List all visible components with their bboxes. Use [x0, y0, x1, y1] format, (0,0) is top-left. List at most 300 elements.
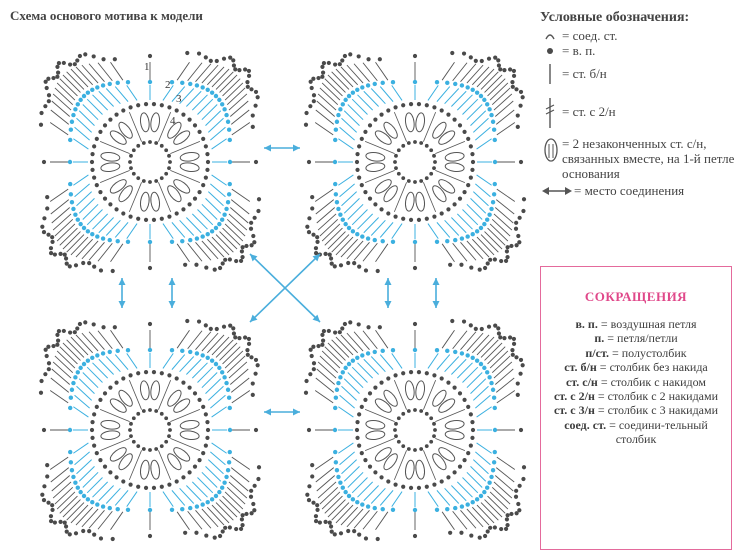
chain-dot-blue — [460, 236, 464, 240]
chain-dot-blue — [343, 222, 347, 226]
chain-dot — [204, 444, 208, 448]
chain-dot — [50, 235, 54, 239]
chain-dot-blue — [206, 232, 210, 236]
chain-dot — [307, 216, 311, 220]
chain-dot — [223, 258, 227, 262]
row-number: 2 — [165, 79, 171, 91]
stitch-mark — [111, 62, 123, 80]
chain-dot-blue — [148, 240, 152, 244]
chain-dot — [256, 363, 260, 367]
chain-dot — [233, 335, 237, 339]
stitch-mark — [376, 512, 388, 530]
stitch-mark-blue — [192, 214, 207, 229]
stitch-mark-blue — [340, 395, 355, 408]
chain-dot-blue — [70, 468, 74, 472]
chain-dot — [43, 372, 47, 376]
chain-dot-blue — [351, 497, 355, 501]
stitch-mark — [170, 141, 200, 153]
chain-dot — [108, 386, 112, 390]
chain-dot — [328, 521, 332, 525]
stitch-mark — [423, 380, 435, 410]
stitch-mark — [435, 141, 465, 153]
stitch-mark — [212, 69, 229, 87]
chain-dot-blue — [335, 388, 339, 392]
chain-dot — [314, 519, 318, 523]
chain-dot — [148, 54, 152, 58]
chain-dot — [348, 320, 352, 324]
stitch-mark-blue — [475, 395, 490, 408]
chain-dot — [240, 255, 244, 259]
stitch-mark — [423, 450, 435, 480]
stitch-mark — [435, 170, 465, 182]
stitch-mark — [51, 110, 69, 124]
chain-dot — [81, 261, 85, 265]
chain-dot — [373, 470, 377, 474]
chain-dot — [247, 69, 251, 73]
chain-dot-blue — [413, 240, 417, 244]
chain-dot-blue — [70, 388, 74, 392]
chain-dot-blue — [71, 475, 75, 479]
cluster-oval — [108, 129, 128, 147]
chain-dot — [522, 465, 526, 469]
chain-dot — [363, 190, 367, 194]
chain-dot-blue — [482, 98, 486, 102]
chain-dot-blue — [200, 85, 204, 89]
stitch-mark — [129, 450, 141, 480]
stitch-mark — [225, 83, 243, 100]
chain-dot — [432, 215, 436, 219]
chain-dot — [218, 534, 222, 538]
stitch-mark-blue — [73, 139, 88, 149]
stitch-mark — [495, 208, 513, 223]
stitch-mark-blue — [197, 477, 212, 492]
stitch-mark — [376, 330, 388, 348]
chain-dot-blue — [228, 406, 232, 410]
chain-dot — [401, 144, 405, 148]
stitch-mark — [318, 214, 336, 230]
stitch-mark — [76, 67, 93, 85]
chain-dot-blue — [482, 490, 486, 494]
stitch-mark-blue — [75, 184, 90, 197]
chain-dot — [315, 240, 319, 244]
chain-dot — [256, 477, 260, 481]
chain-dot — [497, 63, 501, 67]
stitch-mark — [53, 94, 71, 110]
chain-dot — [363, 398, 367, 402]
stitch-mark — [82, 333, 98, 351]
cluster-oval — [404, 460, 415, 480]
chain-dot — [339, 531, 343, 535]
join-arrow-icon — [433, 278, 440, 308]
chain-dot — [90, 436, 94, 440]
stitch-mark — [57, 351, 75, 368]
chain-dot-blue — [453, 506, 457, 510]
chain-dot — [181, 475, 185, 479]
chain-dot — [516, 125, 520, 129]
chain-dot — [62, 61, 66, 65]
chain-dot — [55, 65, 59, 69]
chain-dot — [136, 217, 140, 221]
chain-dot — [360, 451, 364, 455]
chain-dot — [499, 527, 503, 531]
chain-dot — [39, 379, 43, 383]
stitch-mark-blue — [212, 407, 227, 417]
chain-dot — [209, 327, 213, 331]
stitch-mark-blue — [457, 482, 472, 497]
stitch-mark — [111, 330, 123, 348]
stitch-mark — [55, 88, 73, 105]
chain-dot-blue — [222, 212, 226, 216]
chain-dot-blue — [78, 98, 82, 102]
chain-dot — [205, 168, 209, 172]
stitch-mark-blue — [348, 472, 363, 487]
stitch-mark-blue — [163, 492, 173, 507]
stitch-mark — [53, 214, 71, 230]
chain-dot — [320, 65, 324, 69]
chain-dot — [514, 495, 518, 499]
chain-dot — [249, 221, 253, 225]
chain-dot — [167, 105, 171, 109]
chain-dot-blue — [435, 508, 439, 512]
stitch-mark — [50, 123, 68, 135]
chain-dot — [521, 209, 525, 213]
chain-dot-blue — [479, 94, 483, 98]
chain-dot-blue — [336, 475, 340, 479]
chain-dot — [518, 484, 522, 488]
chain-dot — [240, 517, 244, 521]
chain-dot — [160, 103, 164, 107]
chain-dot-blue — [413, 348, 417, 352]
chain-dot-blue — [493, 406, 497, 410]
cluster-oval — [382, 388, 400, 408]
chain-dot-blue — [333, 182, 337, 186]
chain-dot — [245, 348, 249, 352]
chain-dot-blue — [126, 508, 130, 512]
chain-dot — [114, 113, 118, 117]
stitch-mark — [315, 457, 333, 469]
stitch-mark — [453, 63, 467, 81]
cluster-oval — [415, 380, 426, 400]
chain-dot-blue — [82, 226, 86, 230]
chain-dot — [237, 336, 241, 340]
chain-dot — [509, 512, 513, 516]
stitch-mark — [318, 362, 336, 378]
chain-dot — [502, 68, 506, 72]
chain-dot — [136, 103, 140, 107]
chain-dot — [175, 479, 179, 483]
chain-dot — [304, 111, 308, 115]
stitch-mark — [76, 335, 93, 353]
stitch-mark-blue — [115, 490, 128, 505]
chain-dot — [39, 123, 43, 127]
chain-dot-blue — [360, 85, 364, 89]
chain-dot-icon — [540, 43, 562, 58]
chain-dot — [379, 381, 383, 385]
chain-dot — [393, 105, 397, 109]
stitch-mark-blue — [467, 104, 482, 119]
stitch-mark-blue — [202, 372, 217, 387]
join-arrow-icon — [119, 278, 126, 308]
stitch-mark — [232, 391, 250, 403]
chain-dot-blue — [453, 350, 457, 354]
chain-dot — [144, 102, 148, 106]
stitch-mark-blue — [192, 363, 207, 378]
chain-dot — [254, 428, 258, 432]
chain-dot — [250, 511, 254, 515]
chain-dot — [311, 233, 315, 237]
stitch-mark — [472, 507, 489, 525]
stitch-mark-blue — [92, 482, 107, 497]
row-number: 1 — [144, 61, 150, 73]
chain-dot — [152, 370, 156, 374]
stitch-mark — [461, 64, 476, 82]
chain-dot — [310, 86, 314, 90]
chain-dot — [346, 529, 350, 533]
chain-dot-blue — [206, 356, 210, 360]
legend-item-cluster: = 2 незаконченных ст. с/н, связанных вместе, на 1-й петле основания — [540, 136, 740, 181]
chain-dot — [357, 54, 361, 58]
chain-dot-blue — [116, 81, 120, 85]
chain-dot — [187, 202, 191, 206]
stitch-mark — [232, 189, 250, 201]
stitch-mark — [76, 507, 93, 525]
chain-dot-blue — [445, 507, 449, 511]
chain-dot — [346, 261, 350, 265]
chain-dot — [514, 489, 518, 493]
chain-dot — [136, 444, 140, 448]
chain-dot — [425, 485, 429, 489]
chain-dot-blue — [220, 370, 224, 374]
chain-dot-blue — [210, 229, 214, 233]
chain-dot-blue — [445, 349, 449, 353]
chain-dot — [51, 344, 55, 348]
chain-dot-blue — [360, 353, 364, 357]
stitch-mark — [188, 331, 202, 349]
stitch-mark — [394, 380, 406, 410]
stitch-mark — [129, 182, 141, 212]
chain-dot — [45, 474, 49, 478]
chain-dot-blue — [73, 107, 77, 111]
stitch-mark-blue — [75, 127, 90, 140]
stitch-mark-blue — [338, 407, 353, 417]
chain-dot-blue — [493, 428, 497, 432]
stitch-mark — [212, 337, 229, 355]
stitch-mark-blue — [462, 99, 477, 114]
cluster-oval — [415, 192, 426, 212]
chain-dot — [168, 160, 172, 164]
chain-dot-blue — [82, 362, 86, 366]
chain-dot — [90, 428, 94, 432]
chain-dot — [413, 534, 417, 538]
stitch-mark — [111, 244, 123, 262]
chain-dot — [247, 342, 251, 346]
stitch-mark-blue — [192, 482, 207, 497]
chain-dot — [154, 141, 158, 145]
chain-dot — [407, 447, 411, 451]
chain-dot-blue — [226, 388, 230, 392]
chain-dot — [510, 348, 514, 352]
stitch-mark — [341, 507, 358, 525]
stitch-mark — [354, 64, 369, 82]
chain-dot — [47, 93, 51, 97]
chain-dot — [121, 479, 125, 483]
stitch-mark — [225, 224, 243, 241]
legend-item-join: = место соединения — [540, 183, 740, 198]
cluster-oval — [150, 112, 161, 132]
stitch-mark — [231, 378, 249, 392]
chain-dot — [194, 263, 198, 267]
chain-dot — [466, 137, 470, 141]
stitch-mark — [320, 88, 338, 105]
chain-dot-blue — [217, 98, 221, 102]
chain-dot — [241, 245, 245, 249]
chain-dot — [78, 54, 82, 58]
chain-dot-blue — [453, 238, 457, 242]
chain-dot-blue — [69, 460, 73, 464]
stitch-mark-blue — [212, 443, 227, 453]
chain-dot — [181, 207, 185, 211]
stitch-mark — [196, 332, 211, 350]
stitch-mark-blue — [127, 85, 137, 100]
stitch-mark — [322, 351, 340, 368]
chain-dot — [401, 485, 405, 489]
stitch-mark — [229, 214, 247, 230]
chain-dot — [237, 68, 241, 72]
chain-dot — [129, 166, 133, 170]
stitch-mark-blue — [212, 175, 227, 185]
chain-dot-blue — [73, 480, 77, 484]
stitch-mark — [494, 214, 512, 230]
stitch-mark-blue — [437, 490, 450, 505]
chain-dot — [221, 529, 225, 533]
stitch-mark — [365, 438, 395, 450]
stitch-mark-blue — [357, 363, 372, 378]
stitch-mark-blue — [127, 353, 137, 368]
chain-dot-blue — [492, 192, 496, 196]
chain-dot-blue — [482, 222, 486, 226]
stitch-mark — [100, 409, 130, 421]
chain-dot — [234, 527, 238, 531]
cluster-oval — [415, 460, 426, 480]
chain-dot-blue — [224, 381, 228, 385]
chain-dot-blue — [227, 128, 231, 132]
motif-3 — [39, 319, 261, 541]
chain-dot — [413, 180, 417, 184]
chain-dot — [98, 398, 102, 402]
chain-dot — [47, 361, 51, 365]
chain-dot — [47, 99, 51, 103]
stitch-mark-blue — [202, 104, 217, 119]
chain-dot-blue — [228, 138, 232, 142]
stitch-mark — [316, 200, 334, 214]
chain-dot — [193, 197, 197, 201]
stitch-mark-blue — [340, 184, 355, 197]
stitch-mark-blue — [477, 443, 492, 453]
chain-dot — [167, 434, 171, 438]
chain-dot-blue — [347, 226, 351, 230]
chain-dot — [450, 319, 454, 323]
stitch-mark — [98, 243, 112, 261]
chain-dot — [413, 54, 417, 58]
chain-dot-blue — [475, 229, 479, 233]
chain-dot — [128, 105, 132, 109]
cluster-oval — [404, 192, 415, 212]
chain-dot — [175, 376, 179, 380]
diagram-title: Схема основого мотива к модели — [10, 8, 203, 23]
stitch-mark — [89, 64, 104, 82]
chain-dot-blue — [341, 102, 345, 106]
stitch-mark — [461, 242, 476, 260]
stitch-mark-blue — [428, 353, 438, 368]
chain-dot — [187, 386, 191, 390]
chain-dot — [516, 381, 520, 385]
chain-dot — [40, 225, 44, 229]
stitch-mark — [354, 242, 369, 260]
chain-dot — [152, 486, 156, 490]
chain-dot — [373, 202, 377, 206]
chain-dot-blue — [226, 468, 230, 472]
chain-dot — [355, 152, 359, 156]
chain-dot-blue — [86, 497, 90, 501]
chain-dot-blue — [226, 200, 230, 204]
chain-dot — [55, 75, 59, 79]
chain-dot — [320, 333, 324, 337]
stitch-mark-blue — [475, 452, 490, 465]
chain-dot — [197, 319, 201, 323]
chain-dot — [251, 234, 255, 238]
stitch-mark — [82, 65, 98, 83]
chain-dot-blue — [487, 107, 491, 111]
chain-dot-blue — [206, 88, 210, 92]
chain-dot — [339, 263, 343, 267]
chain-dot — [183, 531, 187, 535]
stitch-mark — [52, 101, 70, 116]
cluster-oval — [415, 112, 426, 132]
chain-dot — [98, 130, 102, 134]
stitch-mark — [51, 378, 69, 392]
chain-dot — [304, 391, 308, 395]
chain-dot — [432, 422, 436, 426]
chain-dot — [87, 529, 91, 533]
stitch-mark-blue — [73, 443, 88, 453]
chain-dot — [197, 51, 201, 55]
chain-dot — [378, 57, 382, 61]
cluster-oval — [437, 177, 457, 195]
chain-dot — [90, 420, 94, 424]
chain-dot — [57, 329, 61, 333]
cluster-oval — [365, 162, 385, 173]
stitch-mark — [230, 476, 248, 491]
chain-dot-blue — [493, 138, 497, 142]
chain-dot — [469, 55, 473, 59]
stitch-mark-blue — [352, 477, 367, 492]
chain-dot-blue — [355, 500, 359, 504]
chain-dot — [42, 230, 46, 234]
chain-dot — [462, 190, 466, 194]
chain-dot — [142, 447, 146, 451]
chain-dot — [516, 393, 520, 397]
cluster-oval — [100, 419, 120, 430]
chain-dot — [357, 412, 361, 416]
stitch-mark — [442, 330, 454, 348]
chain-dot-blue — [227, 192, 231, 196]
chain-dot-blue — [373, 350, 377, 354]
chain-dot — [121, 376, 125, 380]
cluster-oval — [180, 419, 200, 430]
stitch-mark — [320, 219, 338, 236]
chain-dot — [505, 517, 509, 521]
chain-dot — [508, 67, 512, 71]
